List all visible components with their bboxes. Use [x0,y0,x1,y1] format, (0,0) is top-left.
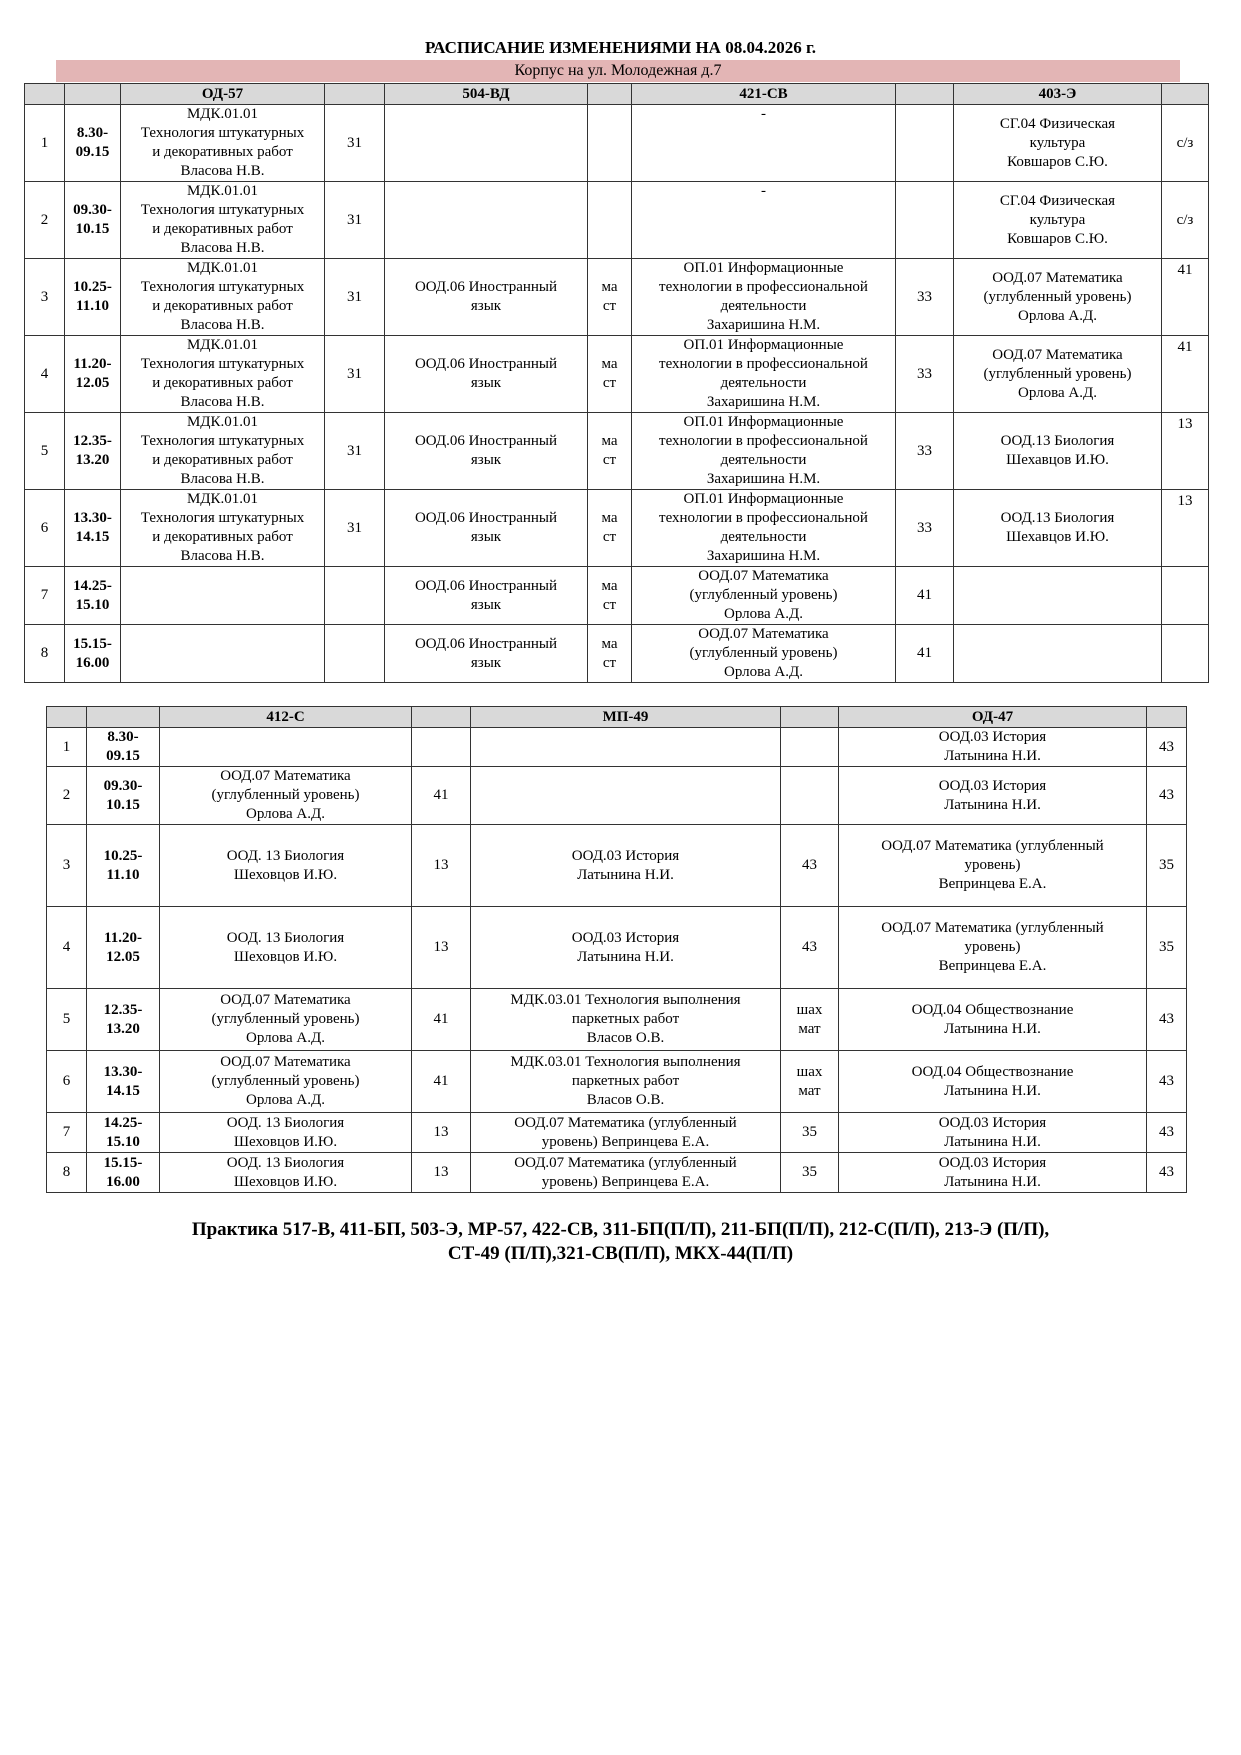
room-cell [896,105,954,182]
lesson-number: 4 [47,907,87,989]
table-row [47,728,1187,767]
room-cell: 43 [1147,1051,1187,1113]
table-row [25,625,1209,683]
room-cell: 31 [325,259,385,336]
subject-cell: МДК.01.01 Технология штукатурных и декоративных работ Власова Н.В. [121,259,325,336]
subject-cell: ООД.06 Иностранный язык [385,336,588,413]
room-cell: 13 [412,907,471,989]
subject-cell: ООД.04 Обществознание Латынина Н.И. [839,1051,1147,1113]
subject-cell: ООД.06 Иностранный язык [385,567,588,625]
lesson-time: 14.25- 15.10 [65,567,121,625]
lesson-number: 3 [47,825,87,907]
lesson-time: 14.25- 15.10 [87,1113,160,1153]
practice-footer: Практика 517-В, 411-БП, 503-Э, МР-57, 422-СВ, 311-БП(П/П), 211-БП(П/П), 212-С(П/П), 213-Э (П/П), СТ-49 (П/П),321-СВ(П/П), МКХ-44(П/П) [191,1219,1050,1264]
table-row [47,1051,1187,1113]
header-time [65,84,121,105]
table-row [25,413,1209,490]
building-subtitle: Корпус на ул. Молодежная д.7 [56,60,1180,82]
room-cell: 41 [1162,336,1209,413]
subject-cell: ООД.03 История Латынина Н.И. [471,907,781,989]
table-row [25,259,1209,336]
room-header [781,707,839,728]
subject-cell: ООД.07 Математика (углубленный уровень) Орлова А.Д. [160,989,412,1051]
room-cell: ма ст [588,413,632,490]
group-header: 504-ВД [385,84,588,105]
room-cell: 41 [412,1051,471,1113]
subject-cell: ОП.01 Информационные технологии в профессиональной деятельности Захаришина Н.М. [632,336,896,413]
room-cell: 13 [412,1153,471,1193]
room-header [896,84,954,105]
table-row [25,105,1209,182]
room-header [325,84,385,105]
lesson-number: 4 [25,336,65,413]
subject-cell: МДК.03.01 Технология выполнения паркетных работ Власов О.В. [471,989,781,1051]
room-cell: ма ст [588,490,632,567]
room-cell: 35 [1147,907,1187,989]
table-row [25,567,1209,625]
table-row [25,490,1209,567]
lesson-time: 11.20- 12.05 [65,336,121,413]
schedule-table-2 [46,706,1187,1193]
subject-cell: МДК.01.01 Технология штукатурных и декоративных работ Власова Н.В. [121,413,325,490]
room-cell: 33 [896,336,954,413]
subject-cell: ООД.07 Математика (углубленный уровень) Орлова А.Д. [954,336,1162,413]
room-cell: шах мат [781,989,839,1051]
room-cell: 41 [896,625,954,683]
room-cell [588,182,632,259]
subject-cell: ООД.07 Математика (углубленный уровень) Вепринцева Е.А. [839,825,1147,907]
page-title: РАСПИСАНИЕ ИЗМЕНЕНИЯМИ НА 08.04.2026 г. [424,38,817,57]
subject-cell: - [632,105,896,182]
subject-cell: МДК.01.01 Технология штукатурных и декоративных работ Власова Н.В. [121,336,325,413]
subject-cell: МДК.01.01 Технология штукатурных и декоративных работ Власова Н.В. [121,182,325,259]
lesson-number: 7 [47,1113,87,1153]
lesson-number: 2 [47,767,87,825]
room-header [1162,84,1209,105]
room-cell: 31 [325,413,385,490]
room-cell: ма ст [588,259,632,336]
lesson-number: 6 [25,490,65,567]
room-cell: 31 [325,105,385,182]
room-cell: 31 [325,490,385,567]
room-cell: 43 [1147,989,1187,1051]
subject-cell: ООД.13 Биология Шехавцов И.Ю. [954,413,1162,490]
subject-cell: МДК.03.01 Технология выполнения паркетных работ Власов О.В. [471,1051,781,1113]
lesson-number: 7 [25,567,65,625]
subject-cell [385,182,588,259]
room-header [588,84,632,105]
room-cell [781,728,839,767]
room-cell: 13 [1162,490,1209,567]
subject-cell: ООД.07 Математика (углубленный уровень) Орлова А.Д. [954,259,1162,336]
group-header: 412-С [160,707,412,728]
lesson-time: 13.30- 14.15 [87,1051,160,1113]
room-cell [325,567,385,625]
room-cell: 41 [412,767,471,825]
room-cell [325,625,385,683]
table-row [47,1153,1187,1193]
subject-cell: ООД.07 Математика (углубленный уровень) Орлова А.Д. [160,1051,412,1113]
header-number [25,84,65,105]
subject-cell [954,567,1162,625]
lesson-time: 09.30- 10.15 [65,182,121,259]
lesson-time: 10.25- 11.10 [87,825,160,907]
subject-cell [471,767,781,825]
lesson-number: 1 [47,728,87,767]
room-cell: 13 [412,1113,471,1153]
subject-cell [121,567,325,625]
room-cell: ма ст [588,625,632,683]
room-cell: 43 [781,907,839,989]
room-cell: 43 [1147,728,1187,767]
subject-cell: ОП.01 Информационные технологии в профессиональной деятельности Захаришина Н.М. [632,259,896,336]
subject-cell: ООД.03 История Латынина Н.И. [839,1113,1147,1153]
subject-cell: ООД. 13 Биология Шеховцов И.Ю. [160,1153,412,1193]
room-cell: 35 [781,1153,839,1193]
subject-cell [385,105,588,182]
room-cell: 33 [896,413,954,490]
subject-cell [471,728,781,767]
subject-cell: ООД. 13 Биология Шеховцов И.Ю. [160,1113,412,1153]
lesson-number: 8 [25,625,65,683]
room-cell: ма ст [588,336,632,413]
subject-cell: МДК.01.01 Технология штукатурных и декоративных работ Власова Н.В. [121,105,325,182]
room-cell: с/з [1162,182,1209,259]
room-cell: с/з [1162,105,1209,182]
table-row [47,825,1187,907]
room-cell: 43 [1147,1113,1187,1153]
table-row [47,767,1187,825]
table-row [47,1113,1187,1153]
schedule-table-1 [24,83,1209,683]
header-row [25,84,1209,105]
lesson-time: 10.25- 11.10 [65,259,121,336]
subject-cell: ООД.13 Биология Шехавцов И.Ю. [954,490,1162,567]
room-cell: 43 [1147,767,1187,825]
subject-cell: ООД.03 История Латынина Н.И. [839,728,1147,767]
room-cell [896,182,954,259]
lesson-number: 3 [25,259,65,336]
lesson-number: 5 [47,989,87,1051]
room-cell: 35 [1147,825,1187,907]
lesson-time: 12.35- 13.20 [65,413,121,490]
room-cell: 41 [896,567,954,625]
lesson-time: 8.30- 09.15 [87,728,160,767]
room-cell [588,105,632,182]
subject-cell: ООД. 13 Биология Шеховцов И.Ю. [160,907,412,989]
table-row [25,182,1209,259]
room-cell: 43 [781,825,839,907]
room-cell: 33 [896,490,954,567]
subject-cell: ООД.03 История Латынина Н.И. [471,825,781,907]
subject-cell: ООД.07 Математика (углубленный уровень) Орлова А.Д. [632,625,896,683]
header-number [47,707,87,728]
table-row [47,989,1187,1051]
lesson-number: 1 [25,105,65,182]
subject-cell: ООД.07 Математика (углубленный уровень) Орлова А.Д. [632,567,896,625]
subject-cell: ОП.01 Информационные технологии в профессиональной деятельности Захаришина Н.М. [632,413,896,490]
subject-cell: ООД.07 Математика (углубленный уровень) Орлова А.Д. [160,767,412,825]
lesson-time: 12.35- 13.20 [87,989,160,1051]
group-header: ОД-57 [121,84,325,105]
lesson-number: 8 [47,1153,87,1193]
group-header: 421-СВ [632,84,896,105]
subject-cell: ООД.06 Иностранный язык [385,625,588,683]
subject-cell: ООД.03 История Латынина Н.И. [839,1153,1147,1193]
subject-cell: ООД.06 Иностранный язык [385,413,588,490]
subject-cell: - [632,182,896,259]
subject-cell: ООД.06 Иностранный язык [385,259,588,336]
lesson-time: 11.20- 12.05 [87,907,160,989]
room-cell: 35 [781,1113,839,1153]
table-row [47,907,1187,989]
table-row [25,336,1209,413]
room-cell: 13 [412,825,471,907]
subject-cell: ООД.06 Иностранный язык [385,490,588,567]
subject-cell: ООД.07 Математика (углубленный уровень) Вепринцева Е.А. [839,907,1147,989]
header-time [87,707,160,728]
room-cell: 31 [325,182,385,259]
lesson-time: 15.15- 16.00 [65,625,121,683]
room-header [412,707,471,728]
header-row [47,707,1187,728]
subject-cell [160,728,412,767]
room-cell: 33 [896,259,954,336]
room-cell [1162,567,1209,625]
subject-cell: МДК.01.01 Технология штукатурных и декоративных работ Власова Н.В. [121,490,325,567]
subject-cell [121,625,325,683]
lesson-time: 09.30- 10.15 [87,767,160,825]
room-cell [781,767,839,825]
room-header [1147,707,1187,728]
room-cell [1162,625,1209,683]
subject-cell: ООД.07 Математика (углубленный уровень) Вепринцева Е.А. [471,1153,781,1193]
room-cell: 43 [1147,1153,1187,1193]
lesson-number: 6 [47,1051,87,1113]
subject-cell: СГ.04 Физическая культура Ковшаров С.Ю. [954,182,1162,259]
room-cell: 31 [325,336,385,413]
subject-cell: ООД.03 История Латынина Н.И. [839,767,1147,825]
subject-cell: ООД. 13 Биология Шеховцов И.Ю. [160,825,412,907]
lesson-time: 13.30- 14.15 [65,490,121,567]
lesson-time: 8.30- 09.15 [65,105,121,182]
room-cell: 41 [1162,259,1209,336]
group-header: 403-Э [954,84,1162,105]
subject-cell: ОП.01 Информационные технологии в профессиональной деятельности Захаришина Н.М. [632,490,896,567]
group-header: МП-49 [471,707,781,728]
room-cell: шах мат [781,1051,839,1113]
subject-cell: ООД.07 Математика (углубленный уровень) Вепринцева Е.А. [471,1113,781,1153]
lesson-number: 2 [25,182,65,259]
subject-cell: СГ.04 Физическая культура Ковшаров С.Ю. [954,105,1162,182]
group-header: ОД-47 [839,707,1147,728]
subject-cell: ООД.04 Обществознание Латынина Н.И. [839,989,1147,1051]
room-cell [412,728,471,767]
room-cell: ма ст [588,567,632,625]
subject-cell [954,625,1162,683]
room-cell: 13 [1162,413,1209,490]
room-cell: 41 [412,989,471,1051]
lesson-time: 15.15- 16.00 [87,1153,160,1193]
lesson-number: 5 [25,413,65,490]
